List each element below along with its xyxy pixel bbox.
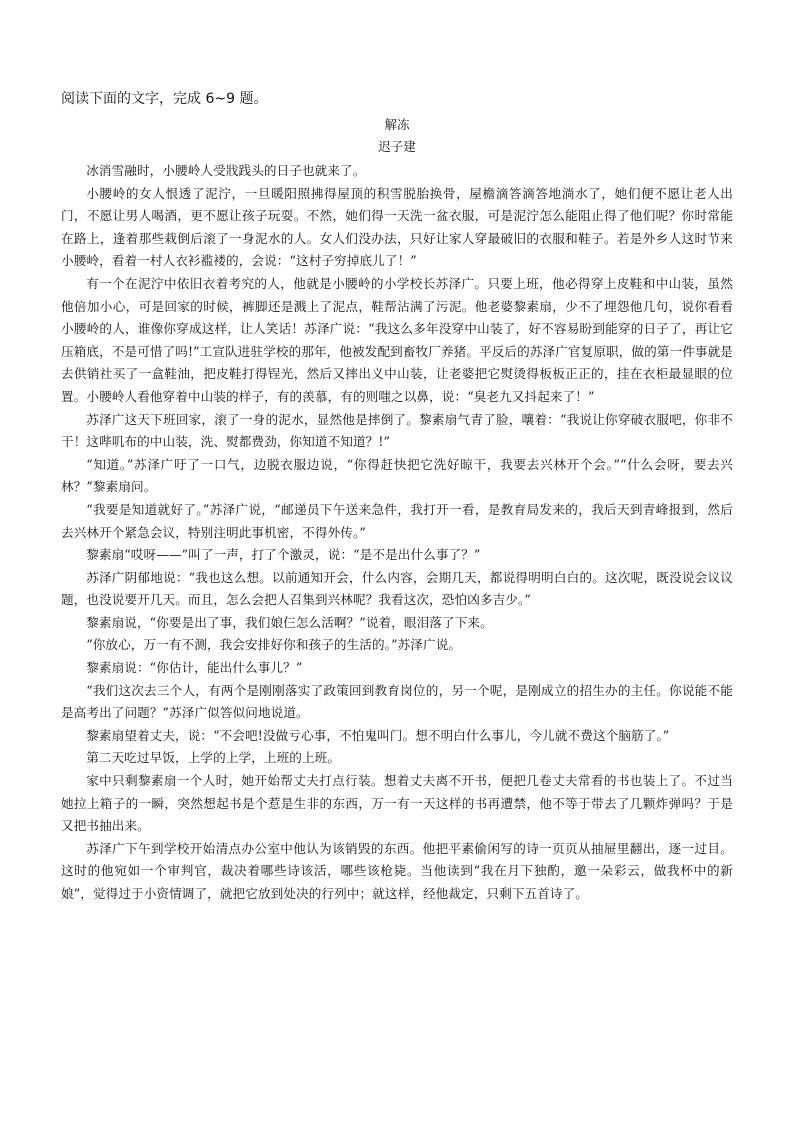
paragraph-15: 家中只剩黎素扇一个人时，她开始帮丈夫打点行装。想着丈夫离不开书，便把几卷丈夫常看的书也装上了。不过当她拉上箱子的一瞬，突然想起书是个惹是生非的东西，万一有一天这样的书再遭禁，他不等于带去了几颗炸弹吗？于是又把书抽出来。 [61, 773, 733, 834]
paragraph-2: 小腰岭的女人恨透了泥泞，一旦暖阳照拂得屋顶的积雪脱胎换骨，屋檐滴答滴答地淌水了，她们便不愿让老人出门，不愿让男人喝酒，更不愿让孩子玩耍。不然，她们得一天洗一盆衣服，可是泥泞怎么能阻止得了他们呢？你时常能在路上，逢着那些栽倒后滚了一身泥水的人。女人们没办法，只好让家人穿最破旧的衣服和鞋子。若是外乡人这时节来小腰岭，看着一村人衣衫褴褛的，会说：“这村子穷掉底儿了！” [61, 185, 733, 269]
paragraph-6: “我要是知道就好了。”苏泽广说，“邮递员下午送来急件，我打开一看，是教育局发来的，我后天到青峰报到，然后去兴林开个紧急会议，特别注明此事机密，不得外传。” [61, 501, 733, 540]
paragraph-9: 黎素扇说，“你要是出了事，我们娘仨怎么活啊？”说着，眼泪落了下来。 [86, 614, 493, 630]
paragraph-7: 黎素扇“哎呀——”叫了一声，打了个激灵，说：“是不是出什么事了？” [86, 547, 481, 563]
paragraph-1: 冰消雪融时，小腰岭人受戕践头的日子也就来了。 [86, 163, 366, 178]
article-author: 迟子建 [378, 139, 416, 154]
paragraph-3: 有一个在泥泞中依旧衣着考究的人，他就是小腰岭的小学校长苏泽广。只要上班，他必得穿上皮鞋和中山装，虽然他倍加小心，可是回家的时候，裤脚还是溅上了泥点，鞋帮沾满了污泥。他老婆黎素扇，少不了埋怨他几句，说你看看小腰岭的人，谁像你穿成这样，让人笑话！苏泽广说：“我这么多年没穿中山装了，好不容易盼到能穿的日子了，再让它压箱底，不是可惜了吗!”工宣队进驻学校的那年，他被发配到畜牧厂养猪。平反后的苏泽广官复原职，做的第一件事就是去供销社买了一盒鞋油，把皮鞋打得锃光，然后又摔出义中山装，让老婆把它熨烫得板板正正的，挂在衣柜最显眼的位置。小腰岭人看他穿着中山装的样子，有的羡慕，有的则嗤之以鼻，说：“臭老九又抖起来了！” [61, 275, 733, 404]
document-page [61, 88, 733, 906]
article-body [61, 160, 733, 906]
paragraph-8: 苏泽广阴郁地说：“我也这么想。以前通知开会，什么内容，会期几天，都说得明明白白的。这次呢，既没说会议议题，也没说要开几天。而且，怎么会把人召集到兴林呢？我看这次，恐怕凶多吉少。” [61, 569, 733, 608]
article-title: 解冻 [384, 117, 410, 132]
paragraph-12: “我们这次去三个人，有两个是刚刚落实了政策回到教育岗位的，另一个呢，是刚成立的招生办的主任。你说能不能是高考出了问题？”苏泽广似答似问地说道。 [61, 682, 733, 721]
paragraph-16: 苏泽广下午到学校开始清点办公室中他认为该销毁的东西。他把平素偷闲写的诗一页页从抽屉里翻出，逐一过目。这时的他宛如一个审判官，裁决着哪些诗该活，哪些该枪毙。当他读到“我在月下独酌，邀一朵彩云，做我杯中的新娘”，觉得过于小资情调了，就把它放到处决的行列中；就这样，经他裁定，只剩下五首诗了。 [61, 840, 733, 901]
paragraph-5: “知道。”苏泽广吁了一口气，边脱衣服边说，“你得赶快把它洗好晾干，我要去兴林开个会。”“什么会呀，要去兴林？”黎素扇问。 [61, 456, 733, 495]
paragraph-4: 苏泽广这天下班回家，滚了一身的泥水，显然他是摔倒了。黎素扇气青了脸，嚷着：“我说让你穿破衣服吧，你非不干！这哔叽布的中山装，洗、熨都费劲，你知道不知道？!” [61, 411, 733, 450]
question-instruction: 阅读下面的文字，完成 6~9 题。 [61, 91, 268, 107]
paragraph-13: 黎素扇望着丈夫，说：“不会吧!没做亏心事，不怕鬼叫门。想不明白什么事儿，今儿就不费这个脑筋了。” [86, 727, 670, 743]
paragraph-11: 黎素扇说：“你估计，能出什么事儿？” [86, 660, 303, 676]
paragraph-14: 第二天吃过早饭，上学的上学，上班的上班。 [86, 750, 341, 766]
paragraph-10: “你放心，万一有不测，我会安排好你和孩子的生活的。”苏泽广说。 [86, 637, 462, 653]
